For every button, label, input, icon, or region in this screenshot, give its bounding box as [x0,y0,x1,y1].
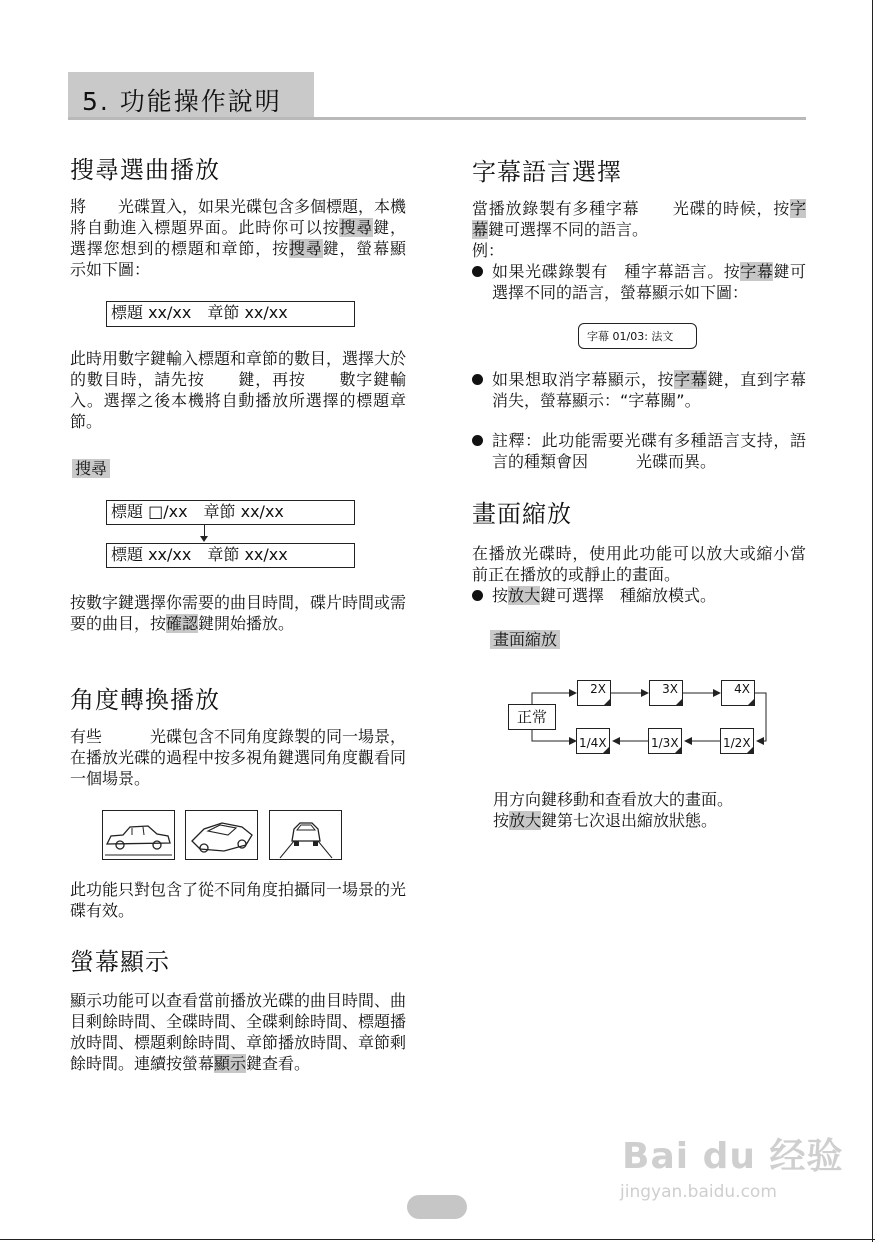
zoom-step-4x-label: 4X [734,682,750,696]
search-tag [72,456,110,479]
search-paragraph-2: 此時用數字鍵輸入標題和章節的數目，選擇大於 的數目時，請先按 鍵，再按 數字鍵輸入。選擇之後本機將自動播放所選擇的標題章節。 [70,349,423,431]
page-border-bottom [0,1239,875,1240]
watermark-brand: Bai du 经验 [622,1136,844,1177]
zoom-step-4x [721,680,755,706]
page-border-right [872,0,873,1242]
car-rear-view-image [269,810,342,860]
subtitle-text-a: 當播放錄製有多種字幕 光碟的時候，按 [472,199,790,218]
bullet-dot-icon [472,374,483,385]
zoom-tag-label: 畫面縮放 [490,630,560,649]
zoom-step-2x-label: 2X [590,682,606,696]
angle-heading: 角度轉換播放 [70,686,220,714]
zoom-b1-text-b: 鍵可選擇 種縮放模式。 [540,586,717,605]
car-angle-view-image [185,810,258,860]
subtitle-key-label-2: 字幕 [740,262,774,281]
subtitle-osd-box: 字幕 01/03: 法文 [578,323,697,349]
subtitle-text-b: 鍵可選擇不同的語言。 [488,220,649,239]
subtitle-bullet-3 [472,430,806,472]
subtitle-bullet-2 [472,369,806,411]
search-osd-entry-box: 標題 □/xx 章節 xx/xx [106,500,355,525]
zoom-step-3x [649,680,683,706]
subtitle-b2-text-a: 如果想取消字幕顯示，按 [492,370,675,389]
subtitle-bullet-2-text [492,369,806,411]
search-text-3b: 鍵開始播放。 [198,614,295,633]
bullet-dot-icon [472,266,483,277]
zoom-step-3x-label: 3X [662,682,678,696]
subtitle-bullet-3-text: 註釋：此功能需要光碟有多種語言支持，語言的種類會因 光碟而異。 [492,431,806,471]
search-key-label-2: 搜尋 [288,239,323,258]
zoom-step-1-2x-label: 1/2X [723,736,751,750]
watermark-url: jingyan.baidu.com [620,1182,777,1202]
search-heading: 搜尋選曲播放 [70,156,220,184]
subtitle-bullet-1-text [492,261,806,303]
zoom-bullet-1 [472,585,806,606]
subtitle-bullet-1 [472,261,806,303]
subtitle-b1-text-a: 如果光碟錄製有 種字幕語言。按 [492,262,741,281]
display-text-b: 鍵查看。 [246,1054,311,1073]
angle-paragraph-2: 此功能只對包含了從不同角度拍攝同一場景的光碟有效。 [70,880,407,920]
page-fold-icon [746,746,754,754]
display-heading: 螢幕顯示 [70,948,170,976]
confirm-key-label: 確認 [166,614,199,633]
search-paragraph-3 [70,592,406,634]
baidu-watermark-logo [622,1128,844,1179]
car-side-view-image [102,810,175,860]
zoom-tag [490,627,560,650]
display-paragraph [70,990,406,1074]
page-number-pill [407,1195,467,1219]
display-key-label: 顯示 [214,1054,247,1073]
zoom-paragraph: 在播放光碟時，使用此功能可以放大或縮小當前正在播放的或靜止的畫面。 [472,544,806,584]
page-fold-icon [603,698,611,706]
angle-paragraph-1: 有些 光碟包含不同角度錄製的同一場景，在播放光碟的過程中按多視角鍵選同角度觀看同一個場景。 [70,727,407,788]
zoom-step-1-4x [576,728,610,754]
zoom-step-1-3x [648,728,682,754]
bullet-dot-icon [472,435,483,446]
bullet-dot-icon [472,590,483,601]
zoom-step-1-3x-label: 1/3X [651,736,679,750]
page-fold-icon [747,698,755,706]
subtitle-paragraph [472,198,806,240]
search-arrow-down-icon [200,536,208,542]
chapter-rule [68,117,806,120]
zoom-step-1-2x [720,728,754,754]
zoom-bullet-1-text [492,585,806,606]
subtitle-example-label: 例： [472,241,505,260]
zoom-step-2x [577,680,611,706]
page-fold-icon [602,746,610,754]
zoom-note-1: 用方向鍵移動和查看放大的畫面。 [493,790,734,809]
zoom-note2-text-a: 按 [493,811,510,830]
search-text-1c: 鍵，螢幕顯示如下圖： [70,239,406,279]
subtitle-key-label: 字幕 [472,199,806,239]
search-osd-result-box: 標題 xx/xx 章節 xx/xx [106,543,355,568]
search-text-3a: 按數字鍵選擇你需要的曲目時間，碟片時間或需要的曲目，按 [70,593,407,633]
search-osd-box: 標題 xx/xx 章節 xx/xx [106,301,355,327]
page-fold-icon [674,746,682,754]
zoom-note2-text-b: 鍵第七次退出縮放狀態。 [541,811,718,830]
search-tag-label: 搜尋 [72,459,110,478]
search-text-1b: 鍵，選擇您想到的標題和章節，按 [70,218,406,258]
page-fold-icon [675,698,683,706]
zoom-step-1-4x-label: 1/4X [579,736,607,750]
subtitle-heading: 字幕語言選擇 [472,158,622,186]
zoom-key-label-2: 放大 [509,811,542,830]
subtitle-b1-text-b: 鍵可選擇不同的語言，螢幕顯示如下圖： [492,262,806,302]
search-text-1a: 將 光碟置入，如果光碟包含多個標題，本機將自動進入標題界面。此時你可以按 [70,197,407,237]
subtitle-b2-text-b: 鍵，直到字幕消失，螢幕顯示：“字幕關”。 [492,370,806,410]
search-key-label: 搜尋 [339,218,374,237]
zoom-b1-text-a: 按 [492,586,509,605]
zoom-normal-box: 正常 [508,704,556,730]
search-paragraph-1 [70,196,406,280]
zoom-key-label: 放大 [508,586,541,605]
zoom-heading: 畫面縮放 [472,500,572,528]
zoom-note-2 [493,810,717,831]
chapter-title: 5. 功能操作說明 [82,87,282,116]
display-text-a: 顯示功能可以查看當前播放光碟的曲目時間、曲目剩餘時間、全碟時間、全碟剩餘時間、標題播放時間、標題剩餘時間、章節播放時間、章節剩餘時間。連續按螢幕 [70,991,407,1073]
subtitle-key-label-3: 字幕 [674,370,708,389]
